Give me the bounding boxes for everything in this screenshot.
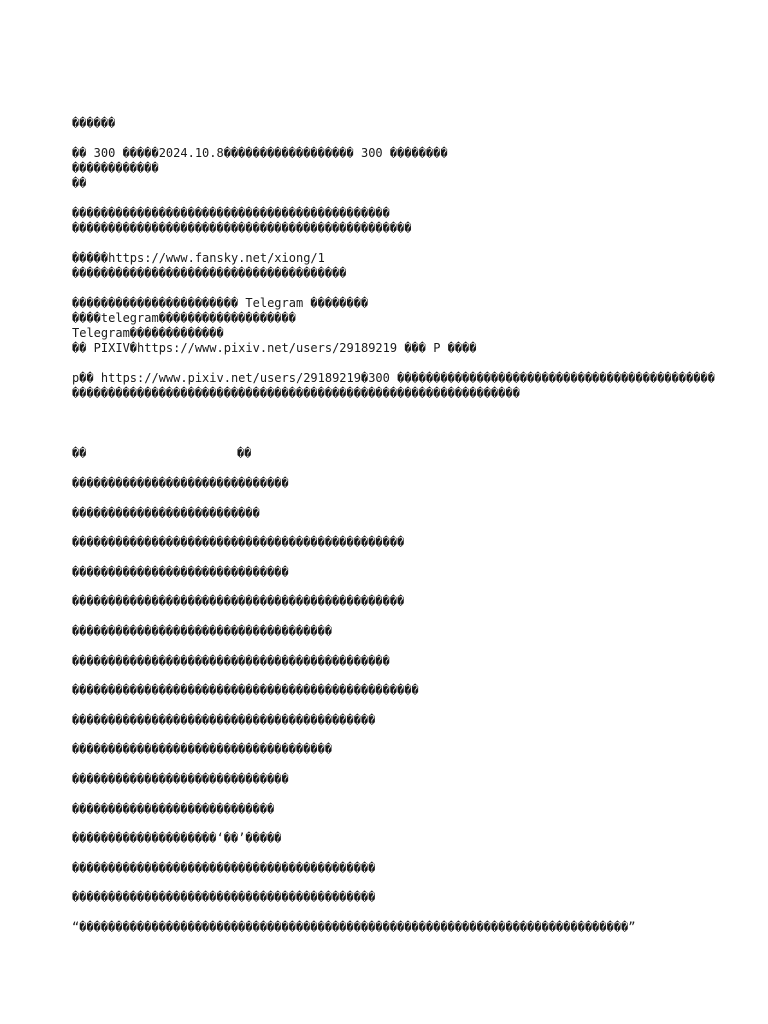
pixiv-link-line[interactable]: �� PIXIV�https://www.pixiv.net/users/29189219 ��� P ���� bbox=[72, 341, 477, 355]
paragraph: ������������������������������ bbox=[72, 771, 289, 786]
paragraph: ���������������������������������������������� bbox=[72, 535, 405, 550]
paragraph: �������������������������� bbox=[72, 505, 260, 520]
table-header bbox=[72, 446, 712, 461]
paragraph: ��������������������‘��’����� bbox=[72, 831, 282, 846]
document-page bbox=[72, 116, 715, 950]
paragraph: ������������������������������������������ bbox=[72, 712, 376, 727]
paragraph: ������������������������������������������ bbox=[72, 860, 376, 875]
paragraph: �������������������������������������������� bbox=[72, 653, 390, 668]
paragraph: “����������������������������������������������������������������������������” bbox=[72, 919, 636, 934]
notice-line: ������������ bbox=[72, 161, 159, 175]
paragraph: ���������������������������������������������� bbox=[72, 594, 405, 609]
notice-line: �​� 300 �����2024.10.8������������������ 300 �������� bbox=[72, 146, 448, 160]
intro-heading: ������ bbox=[72, 116, 116, 130]
section-text: ����������������������������������������������� bbox=[72, 221, 412, 235]
telegram-line: ����������������������� Telegram �������� bbox=[72, 296, 369, 310]
table-header-col2: �� bbox=[237, 446, 252, 460]
paragraph: ������������������������������ bbox=[72, 564, 289, 579]
paragraph: ������������������������������������ bbox=[72, 742, 333, 757]
pixiv-note: �������������������������������������������������������������� bbox=[72, 386, 520, 400]
paragraph: ���������������������������� bbox=[72, 801, 275, 816]
paragraph: ������������������������������ bbox=[72, 476, 289, 490]
story-body bbox=[72, 476, 712, 935]
notice-line: �� bbox=[72, 176, 87, 190]
table-header-col1: �� bbox=[72, 446, 87, 460]
fansky-link[interactable]: �����https://www.fansky.net/xiong/1 bbox=[72, 251, 325, 265]
pixiv-link-line[interactable]: p�� https://www.pixiv.net/users/29189219�300 �������������������������������������������� bbox=[72, 371, 715, 385]
telegram-line: Telegram������������� bbox=[72, 326, 224, 340]
paragraph: ������������������������������������������������ bbox=[72, 683, 419, 698]
telegram-line[interactable]: ����telegram������������������� bbox=[72, 311, 296, 325]
section-text: �������������������������������������������� bbox=[72, 206, 390, 220]
paragraph: ������������������������������������ bbox=[72, 623, 333, 638]
fansky-note: �������������������������������������� bbox=[72, 266, 347, 280]
paragraph: ������������������������������������������ bbox=[72, 890, 376, 905]
